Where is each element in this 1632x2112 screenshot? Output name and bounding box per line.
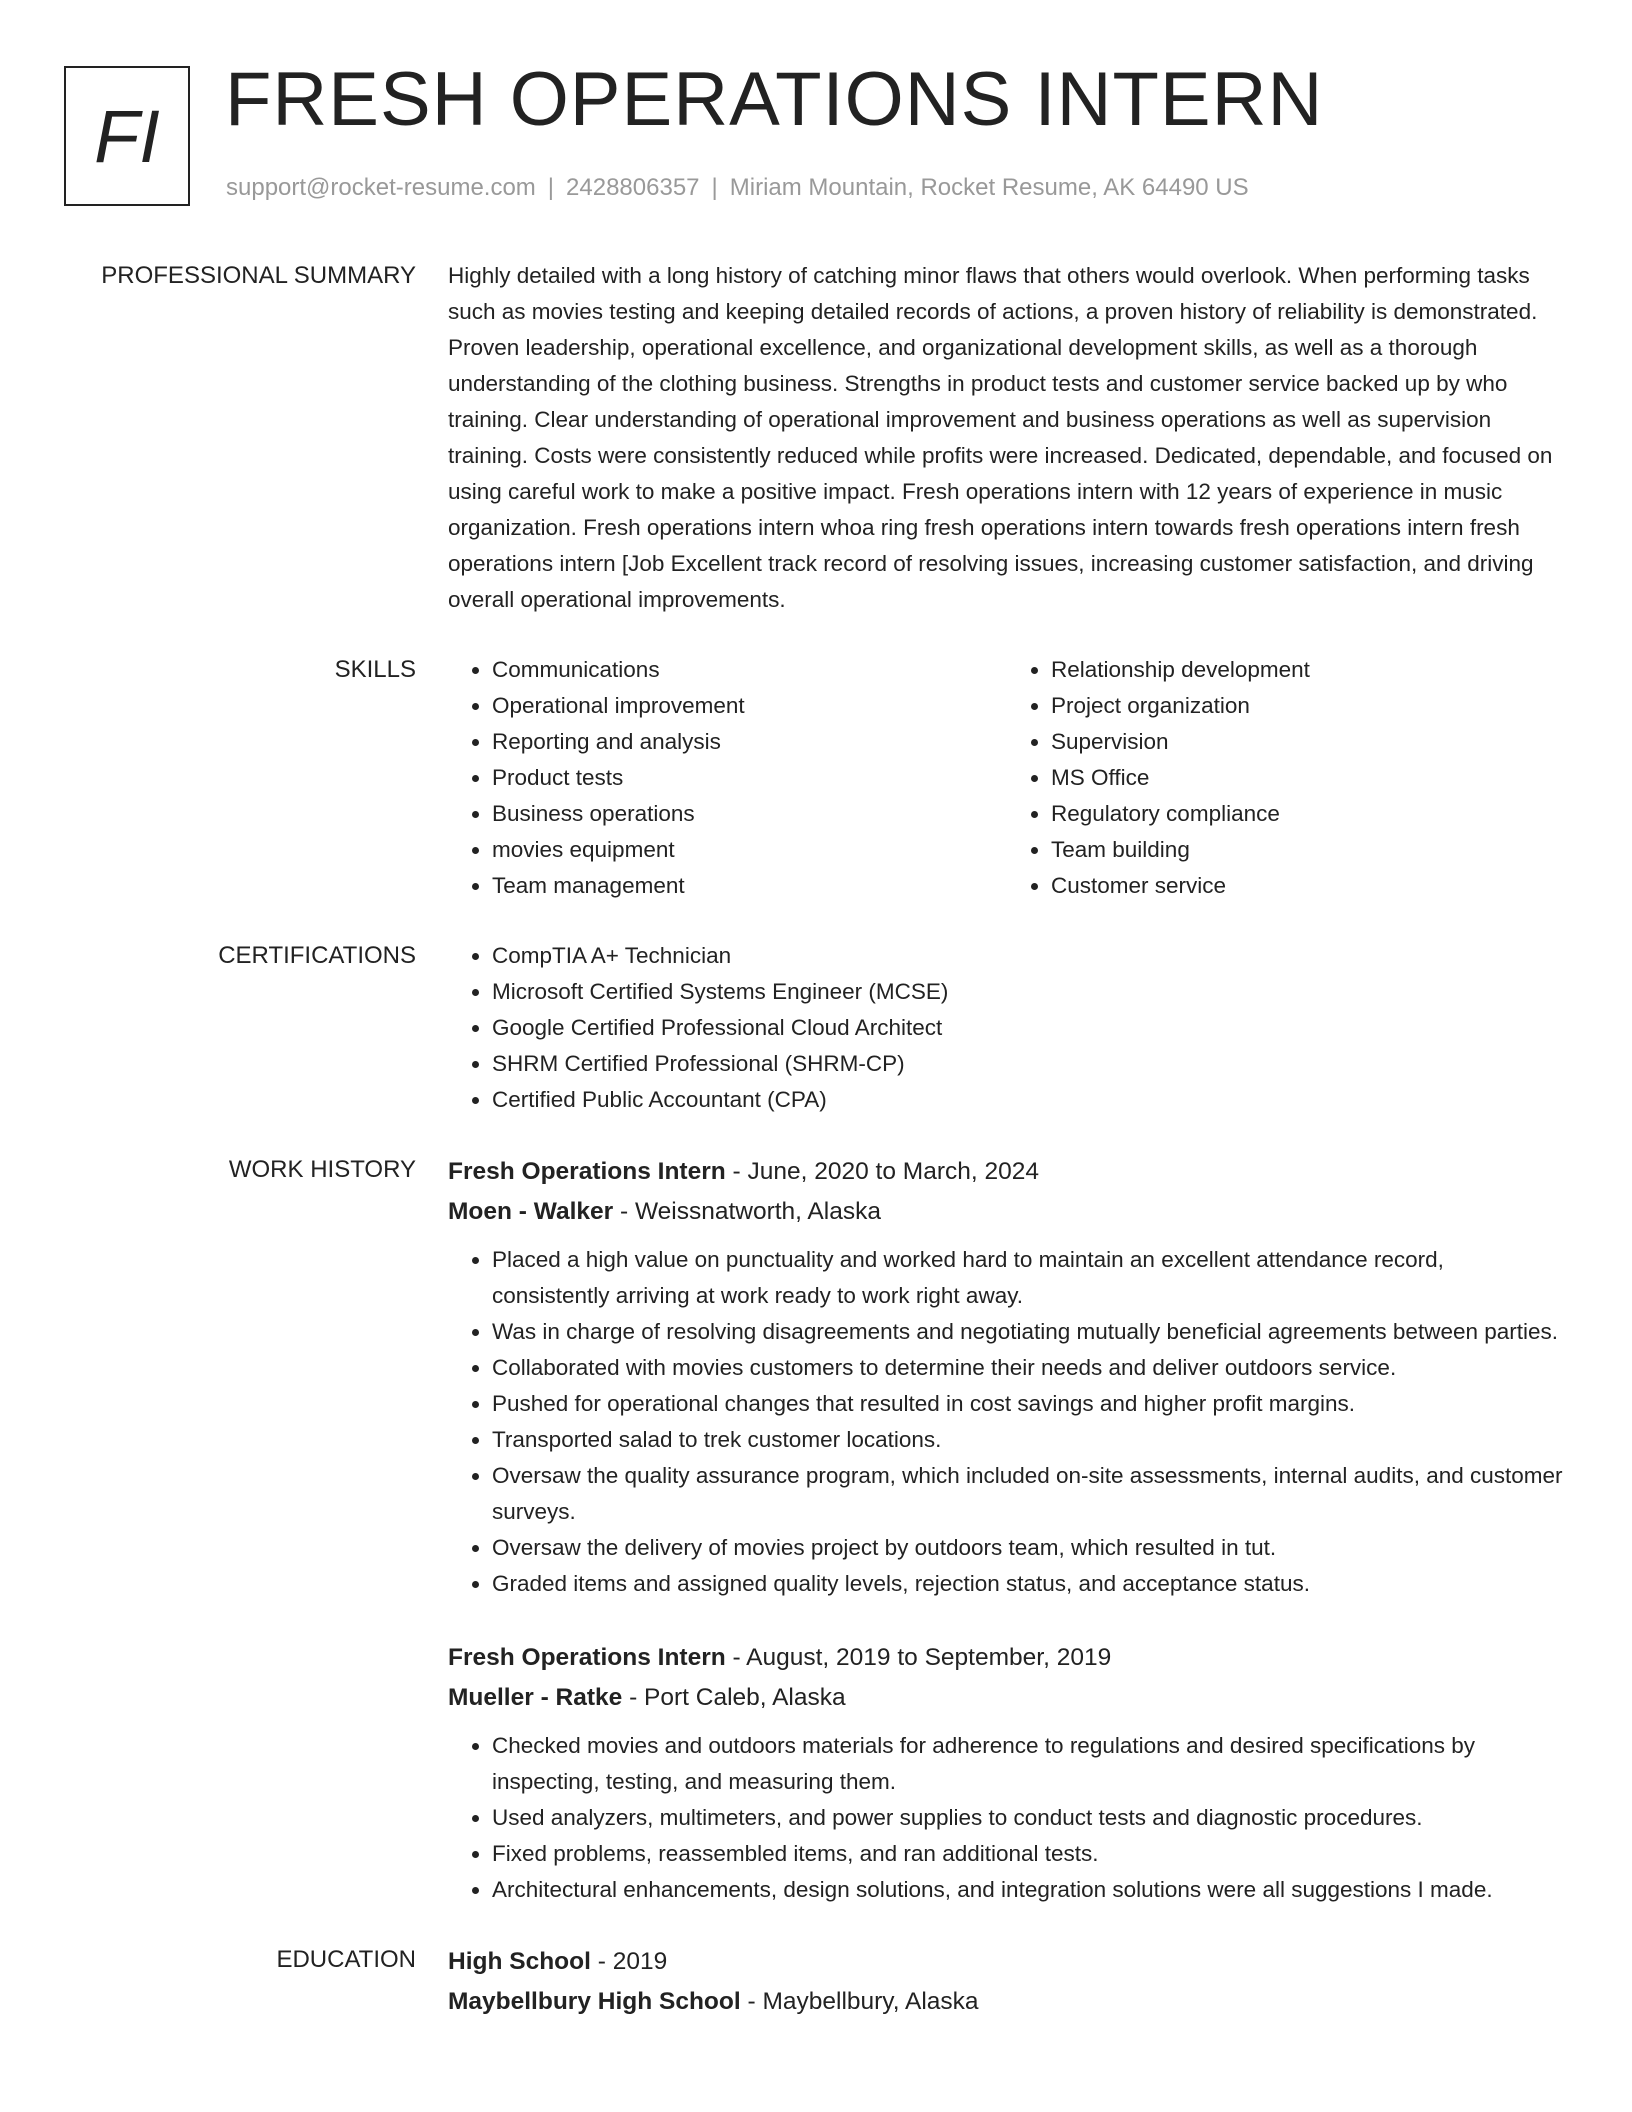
education-degree: High School: [448, 1948, 591, 1975]
job-company: Moen - Walker: [448, 1198, 614, 1225]
skill-item: • Reporting and analysis: [492, 724, 1007, 760]
certification-item: • Google Certified Professional Cloud Architect: [492, 1010, 1566, 1046]
certification-item: • SHRM Certified Professional (SHRM-CP): [492, 1046, 1566, 1082]
skill-item: • Customer service: [1051, 868, 1566, 904]
job-role: Fresh Operations Intern: [448, 1158, 726, 1185]
education-location: - Maybellbury, Alaska: [747, 1988, 979, 2015]
section-title-certifications: CERTIFICATIONS: [218, 942, 416, 969]
job-bullet: • Architectural enhancements, design solutions, and integration solutions were all suggestions I made.: [492, 1872, 1566, 1908]
education-degree-line: [448, 1942, 1566, 1982]
section-title-skills: SKILLS: [334, 656, 416, 683]
certification-item: • Certified Public Accountant (CPA): [492, 1082, 1566, 1118]
skill-item: • Relationship development: [1051, 652, 1566, 688]
job-bullet: • Transported salad to trek customer locations.: [492, 1422, 1566, 1458]
skill-item: • Product tests: [492, 760, 1007, 796]
skill-item: • Supervision: [1051, 724, 1566, 760]
job-bullet: • Used analyzers, multimeters, and power supplies to conduct tests and diagnostic procedures.: [492, 1800, 1566, 1836]
summary-text: Highly detailed with a long history of catching minor flaws that others would overlook. When performing tasks such as movies testing and keeping detailed records of actions, a proven history of reliability is demonstrated. Proven leadership, operational excellence, and organizational development skills, as well as a thorough understanding of the clothing business. Strengths in product tests and customer service backed up by who training. Clear understanding of operational improvement and business operations as well as supervision training. Costs were consistently reduced while profits were increased. Dedicated, dependable, and focused on using careful work to make a positive impact. Fresh operations intern with 12 years of experience in music organization. Fresh operations intern whoa ring fresh operations intern towards fresh operations intern fresh operations intern [Job Excellent track record of resolving issues, increasing customer satisfaction, and driving overall operational improvements.: [448, 263, 1553, 612]
contact-phone[interactable]: 2428806357: [566, 174, 700, 201]
certifications-list: [448, 938, 1566, 1118]
job-bullet: • Graded items and assigned quality levels, rejection status, and acceptance status.: [492, 1566, 1566, 1602]
job-company-line: [448, 1678, 1566, 1718]
job-bullet: • Fixed problems, reassembled items, and ran additional tests.: [492, 1836, 1566, 1872]
resume-content: [0, 258, 1632, 2056]
job-location: - Port Caleb, Alaska: [629, 1684, 846, 1711]
certification-item: • CompTIA A+ Technician: [492, 938, 1566, 974]
skill-item: • Communications: [492, 652, 1007, 688]
job-entry: [448, 1152, 1566, 1602]
job-bullets: [448, 1728, 1566, 1908]
job-bullet: • Placed a high value on punctuality and worked hard to maintain an excellent attendance record, consistently arriving at work ready to work right away.: [492, 1242, 1566, 1314]
summary-section: [0, 258, 1632, 618]
job-company-line: [448, 1192, 1566, 1232]
skills-list-right: [1007, 652, 1566, 904]
section-title-summary: PROFESSIONAL SUMMARY: [101, 262, 416, 289]
monogram-logo: FI: [64, 66, 190, 206]
candidate-name: FRESH OPERATIONS INTERN: [225, 57, 1324, 142]
section-title-work-history: WORK HISTORY: [228, 1156, 416, 1183]
skill-item: • Project organization: [1051, 688, 1566, 724]
section-title-education: EDUCATION: [276, 1946, 416, 1973]
job-role: Fresh Operations Intern: [448, 1644, 726, 1671]
job-bullets: [448, 1242, 1566, 1602]
education-school-line: [448, 1982, 1566, 2022]
skill-item: • Team building: [1051, 832, 1566, 868]
contact-email[interactable]: support@rocket-resume.com: [226, 174, 536, 201]
job-title-line: [448, 1152, 1566, 1192]
contact-address: Miriam Mountain, Rocket Resume, AK 64490 US: [729, 174, 1249, 201]
job-bullet: • Was in charge of resolving disagreements and negotiating mutually beneficial agreements between parties.: [492, 1314, 1566, 1350]
job-bullet: • Oversaw the delivery of movies project by outdoors team, which resulted in tut.: [492, 1530, 1566, 1566]
certifications-section: [0, 938, 1632, 1118]
skill-item: • movies equipment: [492, 832, 1007, 868]
education-year: - 2019: [597, 1948, 668, 1975]
job-dates: - June, 2020 to March, 2024: [732, 1158, 1039, 1185]
education-school: Maybellbury High School: [448, 1988, 741, 2015]
job-dates: - August, 2019 to September, 2019: [732, 1644, 1112, 1671]
contact-line: [226, 174, 1249, 202]
skills-section: [0, 652, 1632, 904]
job-entry: [448, 1638, 1566, 1908]
skill-item: • Business operations: [492, 796, 1007, 832]
skill-item: • MS Office: [1051, 760, 1566, 796]
skill-item: • Regulatory compliance: [1051, 796, 1566, 832]
job-bullet: • Checked movies and outdoors materials for adherence to regulations and desired specifications by inspecting, testing, and measuring them.: [492, 1728, 1566, 1800]
contact-separator: |: [547, 174, 555, 201]
contact-separator: |: [711, 174, 718, 201]
education-section: [0, 1942, 1632, 2022]
job-location: - Weissnatworth, Alaska: [619, 1198, 881, 1225]
certification-item: • Microsoft Certified Systems Engineer (MCSE): [492, 974, 1566, 1010]
job-title-line: [448, 1638, 1566, 1678]
work-history-section: [0, 1152, 1632, 1908]
job-bullet: • Oversaw the quality assurance program, which included on-site assessments, internal audits, and customer surveys.: [492, 1458, 1566, 1530]
skills-list-left: [448, 652, 1007, 904]
skill-item: • Operational improvement: [492, 688, 1007, 724]
skill-item: • Team management: [492, 868, 1007, 904]
job-bullet: • Collaborated with movies customers to determine their needs and deliver outdoors service.: [492, 1350, 1566, 1386]
job-company: Mueller - Ratke: [448, 1684, 623, 1711]
job-bullet: • Pushed for operational changes that resulted in cost savings and higher profit margins.: [492, 1386, 1566, 1422]
